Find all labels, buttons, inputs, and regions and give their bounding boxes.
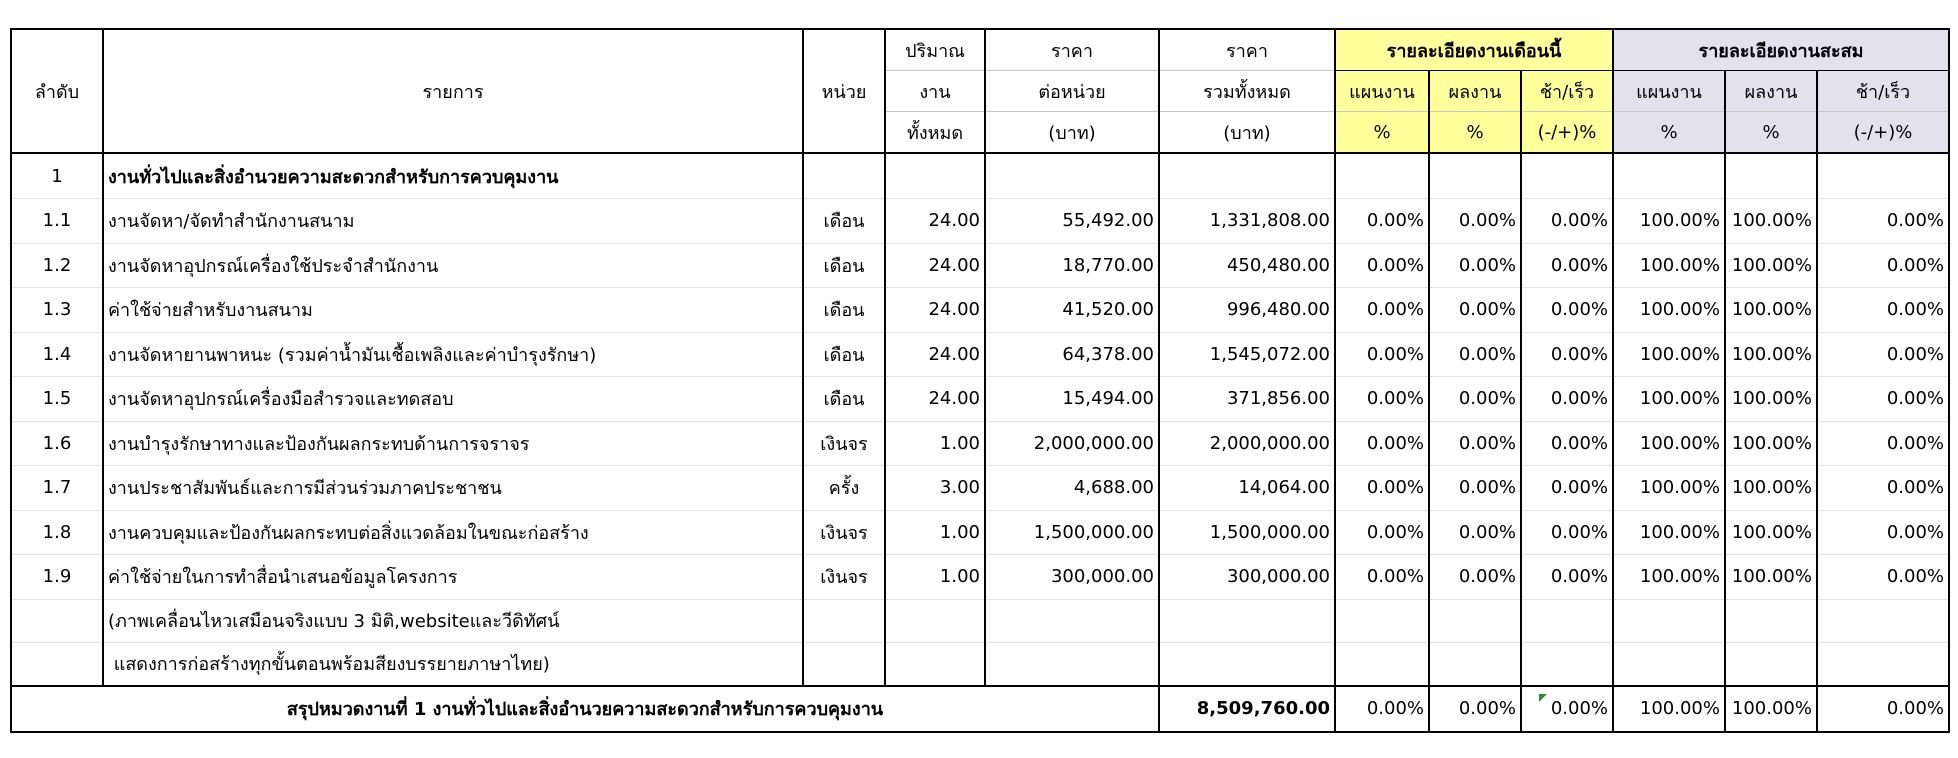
row-no: 1.3 xyxy=(11,288,103,333)
empty-cell xyxy=(885,599,985,642)
row-unit: เดือน xyxy=(803,377,885,422)
empty-cell xyxy=(1429,642,1521,686)
empty-cell xyxy=(1429,599,1521,642)
header-c-plan-pct: % xyxy=(1613,112,1725,154)
row-total: 1,545,072.00 xyxy=(1159,332,1335,377)
row-item: งานบำรุงรักษาทางและป้องกันผลกระทบด้านการจราจร xyxy=(103,421,803,466)
row-month-plan: 0.00% xyxy=(1335,199,1429,244)
note-row-2 xyxy=(11,642,1949,686)
row-no: 1.7 xyxy=(11,466,103,511)
empty-cell xyxy=(803,642,885,686)
category-no: 1 xyxy=(11,153,103,199)
empty-cell xyxy=(1335,642,1429,686)
row-no: 1.4 xyxy=(11,332,103,377)
header-c-result: ผลงาน xyxy=(1725,71,1817,112)
total-m-plan: 0.00% xyxy=(1335,686,1429,732)
row-cum-diff: 0.00% xyxy=(1817,466,1949,511)
header-m-plan: แผนงาน xyxy=(1335,71,1429,112)
row-cum-plan: 100.00% xyxy=(1613,555,1725,600)
row-qty: 1.00 xyxy=(885,421,985,466)
header-m-result: ผลงาน xyxy=(1429,71,1521,112)
row-unit-price: 55,492.00 xyxy=(985,199,1159,244)
row-month-plan: 0.00% xyxy=(1335,466,1429,511)
header-total-price-2: รวมทั้งหมด xyxy=(1159,71,1335,112)
header-m-diff: ช้า/เร็ว xyxy=(1521,71,1613,112)
empty-cell xyxy=(985,599,1159,642)
empty-cell xyxy=(1521,153,1613,199)
empty-cell xyxy=(1725,153,1817,199)
header-c-diff-pct: (-/+)% xyxy=(1817,112,1949,154)
row-total: 371,856.00 xyxy=(1159,377,1335,422)
row-month-result: 0.00% xyxy=(1429,421,1521,466)
row-cum-diff: 0.00% xyxy=(1817,199,1949,244)
category-row xyxy=(11,153,1949,199)
empty-cell xyxy=(1725,642,1817,686)
header-m-diff-pct: (-/+)% xyxy=(1521,112,1613,154)
row-cum-result: 100.00% xyxy=(1725,199,1817,244)
row-unit: เดือน xyxy=(803,288,885,333)
empty-cell xyxy=(1613,599,1725,642)
header-c-result-pct: % xyxy=(1725,112,1817,154)
row-month-result: 0.00% xyxy=(1429,288,1521,333)
empty-cell xyxy=(1159,153,1335,199)
row-no: 1.6 xyxy=(11,421,103,466)
row-month-plan: 0.00% xyxy=(1335,288,1429,333)
row-total: 996,480.00 xyxy=(1159,288,1335,333)
header-m-plan-pct: % xyxy=(1335,112,1429,154)
row-qty: 3.00 xyxy=(885,466,985,511)
row-cum-diff: 0.00% xyxy=(1817,421,1949,466)
empty-cell xyxy=(11,642,103,686)
empty-cell xyxy=(1335,599,1429,642)
row-no: 1.1 xyxy=(11,199,103,244)
row-cum-plan: 100.00% xyxy=(1613,377,1725,422)
row-month-diff: 0.00% xyxy=(1521,555,1613,600)
empty-cell xyxy=(1521,599,1613,642)
row-item: งานจัดหาอุปกรณ์เครื่องใช้ประจำสำนักงาน xyxy=(103,243,803,288)
row-unit: เดือน xyxy=(803,243,885,288)
row-unit-price: 1,500,000.00 xyxy=(985,510,1159,555)
row-unit-price: 64,378.00 xyxy=(985,332,1159,377)
row-unit: เดือน xyxy=(803,332,885,377)
empty-cell xyxy=(1613,153,1725,199)
row-item: ค่าใช้จ่ายในการทำสื่อนำเสนอข้อมูลโครงการ xyxy=(103,555,803,600)
row-cum-plan: 100.00% xyxy=(1613,332,1725,377)
row-month-result: 0.00% xyxy=(1429,377,1521,422)
row-unit-price: 300,000.00 xyxy=(985,555,1159,600)
row-qty: 1.00 xyxy=(885,510,985,555)
empty-cell xyxy=(1613,642,1725,686)
row-no: 1.5 xyxy=(11,377,103,422)
row-month-diff: 0.00% xyxy=(1521,377,1613,422)
row-month-result: 0.00% xyxy=(1429,510,1521,555)
total-c-result: 100.00% xyxy=(1725,686,1817,732)
note-line-1: (ภาพเคลื่อนไหวเสมือนจริงแบบ 3 มิติ,websiteและวีดิทัศน์ xyxy=(103,599,803,642)
row-cum-diff: 0.00% xyxy=(1817,377,1949,422)
table-row xyxy=(11,199,1949,244)
progress-table xyxy=(10,28,1950,733)
row-total: 300,000.00 xyxy=(1159,555,1335,600)
row-unit: เงินจร xyxy=(803,421,885,466)
empty-cell xyxy=(1159,642,1335,686)
note-line-2: แสดงการก่อสร้างทุกขั้นตอนพร้อมสียงบรรยายภาษาไทย) xyxy=(103,642,803,686)
row-month-diff: 0.00% xyxy=(1521,421,1613,466)
row-unit-price: 41,520.00 xyxy=(985,288,1159,333)
empty-cell xyxy=(1521,642,1613,686)
row-cum-result: 100.00% xyxy=(1725,421,1817,466)
row-month-plan: 0.00% xyxy=(1335,421,1429,466)
total-c-diff: 0.00% xyxy=(1817,686,1949,732)
row-no: 1.2 xyxy=(11,243,103,288)
header-no: ลำดับ xyxy=(11,29,103,153)
category-title: งานทั่วไปและสิ่งอำนวยความสะดวกสำหรับการควบคุมงาน xyxy=(103,153,803,199)
row-month-plan: 0.00% xyxy=(1335,555,1429,600)
header-unit-price-3: (บาท) xyxy=(985,112,1159,154)
row-unit: เดือน xyxy=(803,199,885,244)
row-unit-price: 15,494.00 xyxy=(985,377,1159,422)
table-row xyxy=(11,377,1949,422)
row-month-result: 0.00% xyxy=(1429,243,1521,288)
row-unit: ครั้ง xyxy=(803,466,885,511)
row-month-diff: 0.00% xyxy=(1521,288,1613,333)
header-qty-2: งาน xyxy=(885,71,985,112)
row-unit-price: 18,770.00 xyxy=(985,243,1159,288)
row-cum-result: 100.00% xyxy=(1725,555,1817,600)
empty-cell xyxy=(1725,599,1817,642)
empty-cell xyxy=(1817,153,1949,199)
row-total: 14,064.00 xyxy=(1159,466,1335,511)
empty-cell xyxy=(885,642,985,686)
row-month-diff: 0.00% xyxy=(1521,466,1613,511)
row-cum-plan: 100.00% xyxy=(1613,466,1725,511)
row-no: 1.8 xyxy=(11,510,103,555)
table-row xyxy=(11,466,1949,511)
row-item: งานประชาสัมพันธ์และการมีส่วนร่วมภาคประชาชน xyxy=(103,466,803,511)
data-rows xyxy=(11,199,1949,600)
header-c-plan: แผนงาน xyxy=(1613,71,1725,112)
total-label: สรุปหมวดงานที่ 1 งานทั่วไปและสิ่งอำนวยความสะดวกสำหรับการควบคุมงาน xyxy=(11,686,1159,732)
empty-cell xyxy=(885,153,985,199)
row-unit-price: 2,000,000.00 xyxy=(985,421,1159,466)
row-cum-diff: 0.00% xyxy=(1817,510,1949,555)
empty-cell xyxy=(985,642,1159,686)
header-c-diff: ช้า/เร็ว xyxy=(1817,71,1949,112)
row-month-plan: 0.00% xyxy=(1335,377,1429,422)
row-cum-plan: 100.00% xyxy=(1613,199,1725,244)
row-item: ค่าใช้จ่ายสำหรับงานสนาม xyxy=(103,288,803,333)
empty-cell xyxy=(11,599,103,642)
table-row xyxy=(11,288,1949,333)
row-qty: 24.00 xyxy=(885,332,985,377)
row-cum-plan: 100.00% xyxy=(1613,510,1725,555)
empty-cell xyxy=(1429,153,1521,199)
header-m-result-pct: % xyxy=(1429,112,1521,154)
table-row xyxy=(11,510,1949,555)
row-cum-plan: 100.00% xyxy=(1613,421,1725,466)
header-unit: หน่วย xyxy=(803,29,885,153)
row-cum-diff: 0.00% xyxy=(1817,243,1949,288)
row-cum-result: 100.00% xyxy=(1725,243,1817,288)
row-month-plan: 0.00% xyxy=(1335,243,1429,288)
row-cum-result: 100.00% xyxy=(1725,288,1817,333)
row-month-diff: 0.00% xyxy=(1521,199,1613,244)
row-month-plan: 0.00% xyxy=(1335,332,1429,377)
header-item: รายการ xyxy=(103,29,803,153)
header-qty-3: ทั้งหมด xyxy=(885,112,985,154)
total-m-result: 0.00% xyxy=(1429,686,1521,732)
row-no: 1.9 xyxy=(11,555,103,600)
header-cumulative: รายละเอียดงานสะสม xyxy=(1613,29,1949,71)
row-cum-diff: 0.00% xyxy=(1817,332,1949,377)
row-month-diff: 0.00% xyxy=(1521,510,1613,555)
row-unit: เงินจร xyxy=(803,555,885,600)
row-unit: เงินจร xyxy=(803,510,885,555)
row-total: 450,480.00 xyxy=(1159,243,1335,288)
row-item: งานจัดหาอุปกรณ์เครื่องมือสำรวจและทดสอบ xyxy=(103,377,803,422)
table-row xyxy=(11,421,1949,466)
total-row xyxy=(11,686,1949,732)
row-cum-result: 100.00% xyxy=(1725,377,1817,422)
row-total: 1,500,000.00 xyxy=(1159,510,1335,555)
row-unit-price: 4,688.00 xyxy=(985,466,1159,511)
row-month-result: 0.00% xyxy=(1429,466,1521,511)
total-c-plan: 100.00% xyxy=(1613,686,1725,732)
row-cum-result: 100.00% xyxy=(1725,510,1817,555)
row-month-result: 0.00% xyxy=(1429,199,1521,244)
row-qty: 1.00 xyxy=(885,555,985,600)
table-row xyxy=(11,555,1949,600)
row-total: 2,000,000.00 xyxy=(1159,421,1335,466)
row-cum-plan: 100.00% xyxy=(1613,288,1725,333)
header-unit-price-1: ราคา xyxy=(985,29,1159,71)
cell-comment-marker xyxy=(1539,694,1547,702)
row-month-result: 0.00% xyxy=(1429,332,1521,377)
empty-cell xyxy=(1817,599,1949,642)
header-row-1 xyxy=(11,29,1949,71)
row-cum-result: 100.00% xyxy=(1725,466,1817,511)
row-month-plan: 0.00% xyxy=(1335,510,1429,555)
row-qty: 24.00 xyxy=(885,243,985,288)
row-qty: 24.00 xyxy=(885,199,985,244)
empty-cell xyxy=(985,153,1159,199)
table-row xyxy=(11,332,1949,377)
row-item: งานควบคุมและป้องกันผลกระทบต่อสิ่งแวดล้อมในขณะก่อสร้าง xyxy=(103,510,803,555)
row-qty: 24.00 xyxy=(885,288,985,333)
row-cum-diff: 0.00% xyxy=(1817,555,1949,600)
row-cum-diff: 0.00% xyxy=(1817,288,1949,333)
row-total: 1,331,808.00 xyxy=(1159,199,1335,244)
header-total-price-3: (บาท) xyxy=(1159,112,1335,154)
header-qty-1: ปริมาณ xyxy=(885,29,985,71)
empty-cell xyxy=(803,153,885,199)
row-qty: 24.00 xyxy=(885,377,985,422)
header-total-price-1: ราคา xyxy=(1159,29,1335,71)
row-cum-plan: 100.00% xyxy=(1613,243,1725,288)
empty-cell xyxy=(1335,153,1429,199)
note-row-1 xyxy=(11,599,1949,642)
empty-cell xyxy=(1159,599,1335,642)
total-m-diff: 0.00% xyxy=(1521,686,1613,732)
table-row xyxy=(11,243,1949,288)
row-item: งานจัดหายานพาหนะ (รวมค่าน้ำมันเชื้อเพลิงและค่าบำรุงรักษา) xyxy=(103,332,803,377)
row-month-result: 0.00% xyxy=(1429,555,1521,600)
row-month-diff: 0.00% xyxy=(1521,243,1613,288)
header-unit-price-2: ต่อหน่วย xyxy=(985,71,1159,112)
empty-cell xyxy=(803,599,885,642)
row-cum-result: 100.00% xyxy=(1725,332,1817,377)
row-month-diff: 0.00% xyxy=(1521,332,1613,377)
header-this-month: รายละเอียดงานเดือนนี้ xyxy=(1335,29,1613,71)
total-amount: 8,509,760.00 xyxy=(1159,686,1335,732)
row-item: งานจัดหา/จัดทำสำนักงานสนาม xyxy=(103,199,803,244)
empty-cell xyxy=(1817,642,1949,686)
